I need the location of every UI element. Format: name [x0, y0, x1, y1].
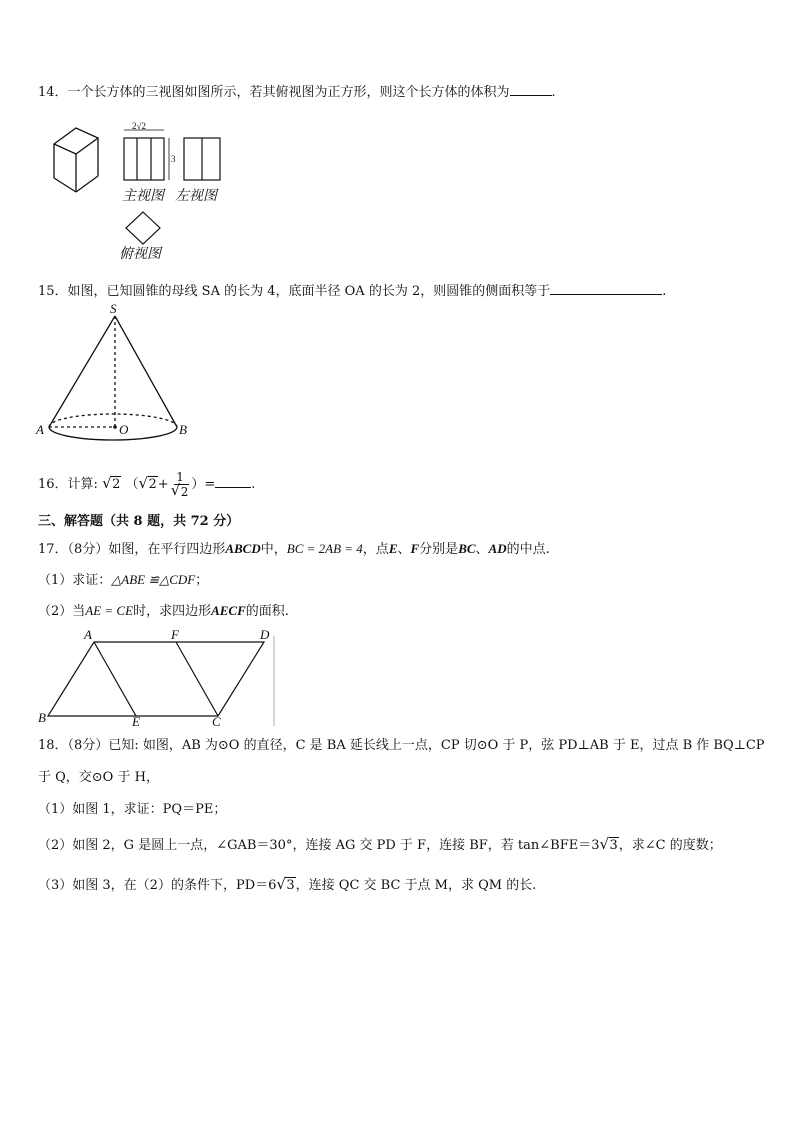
q18-p3-sqrt: √ 3: [276, 875, 295, 893]
q17-label-B: B: [38, 710, 46, 725]
left-view: [184, 138, 220, 180]
q15-cone-figure: [34, 302, 204, 447]
q15-answer-blank[interactable]: [550, 282, 662, 295]
q17-part1: （1）求证：△ABE ≌△CDF；: [38, 572, 209, 588]
cone-label-A: A: [36, 422, 44, 437]
q18-stem-line2: 于 Q，交⊙O 于 H，: [38, 770, 159, 785]
cuboid-drawing: [54, 128, 98, 192]
q17-part2: （2）当AE = CE时，求四边形AECF的面积.: [38, 603, 289, 619]
q18-part3: （3）如图 3，在（2）的条件下，PD＝6 √ 3，连接 QC 交 BC 于点 M，求 QM 的长.: [38, 875, 537, 893]
left-view-caption: 左视图: [175, 189, 217, 204]
q17-label-A: A: [84, 627, 92, 642]
top-view-caption: 俯视图: [119, 247, 161, 262]
q18-stem-line1: 18．（8分）已知: 如图，AB 为⊙O 的直径，C 是 BA 延长线上一点，CP 切⊙O 于 P，弦 PD⊥AB 于 E，过点 B 作 BQ⊥CP: [38, 738, 765, 753]
q16-sqrt-a: √ 2: [102, 474, 121, 492]
front-height-label: 3: [171, 154, 176, 164]
q14-stem: 14．一个长方体的三视图如图所示，若其俯视图为正方形，则这个长方体的体积为 .: [38, 85, 556, 100]
q17-label-D: D: [260, 627, 270, 642]
q14-answer-blank[interactable]: [510, 83, 552, 96]
front-width-label: 2√2: [132, 121, 146, 131]
q16-answer-blank[interactable]: [215, 475, 251, 488]
front-view: [124, 130, 169, 180]
q14-three-view-figure: [46, 116, 236, 266]
q17-label-E: E: [132, 714, 140, 728]
section-3-title: 三、解答题（共 8 题，共 72 分）: [38, 514, 240, 529]
q16-sqrt-b: √ 2: [138, 474, 157, 492]
q16-prefix: 16．计算:: [38, 477, 98, 492]
q16-fraction: 1 √ 2: [170, 470, 189, 499]
q15-text: 15．如图，已知圆锥的母线 SA 的长为 4，底面半径 OA 的长为 2，则圆锥的侧面积等于: [38, 284, 551, 299]
q18-p2-sqrt: √ 3: [599, 835, 618, 853]
q17-stem: 17．（8分）如图，在平行四边形ABCD中，BC = 2AB = 4，点E、F分别是BC、AD的中点.: [38, 541, 550, 557]
q17-label-C: C: [212, 714, 221, 728]
q15-stem: 15．如图，已知圆锥的母线 SA 的长为 4，底面半径 OA 的长为 2，则圆锥的侧面积等于 .: [38, 284, 667, 299]
cone-label-O: O: [119, 422, 129, 437]
cone-label-S: S: [110, 302, 117, 316]
q14-text: 14．一个长方体的三视图如图所示，若其俯视图为正方形，则这个长方体的体积为: [38, 85, 510, 100]
q18-part1: （1）如图 1，求证：PQ＝PE；: [38, 802, 227, 817]
q18-part2: （2）如图 2，G 是圆上一点，∠GAB＝30°，连接 AG 交 PD 于 F，连接 BF，若 tan∠BFE＝3 √ 3，求∠C 的度数；: [38, 835, 722, 853]
cone-label-B: B: [179, 422, 187, 437]
q17-label-F: F: [171, 627, 179, 642]
front-view-caption: 主视图: [122, 189, 164, 204]
q16-stem: 16．计算: √ 2 （ √ 2+ 1 √ 2 ）= .: [38, 470, 256, 499]
top-view: [126, 212, 160, 244]
q17-parallelogram-figure: [36, 626, 281, 728]
